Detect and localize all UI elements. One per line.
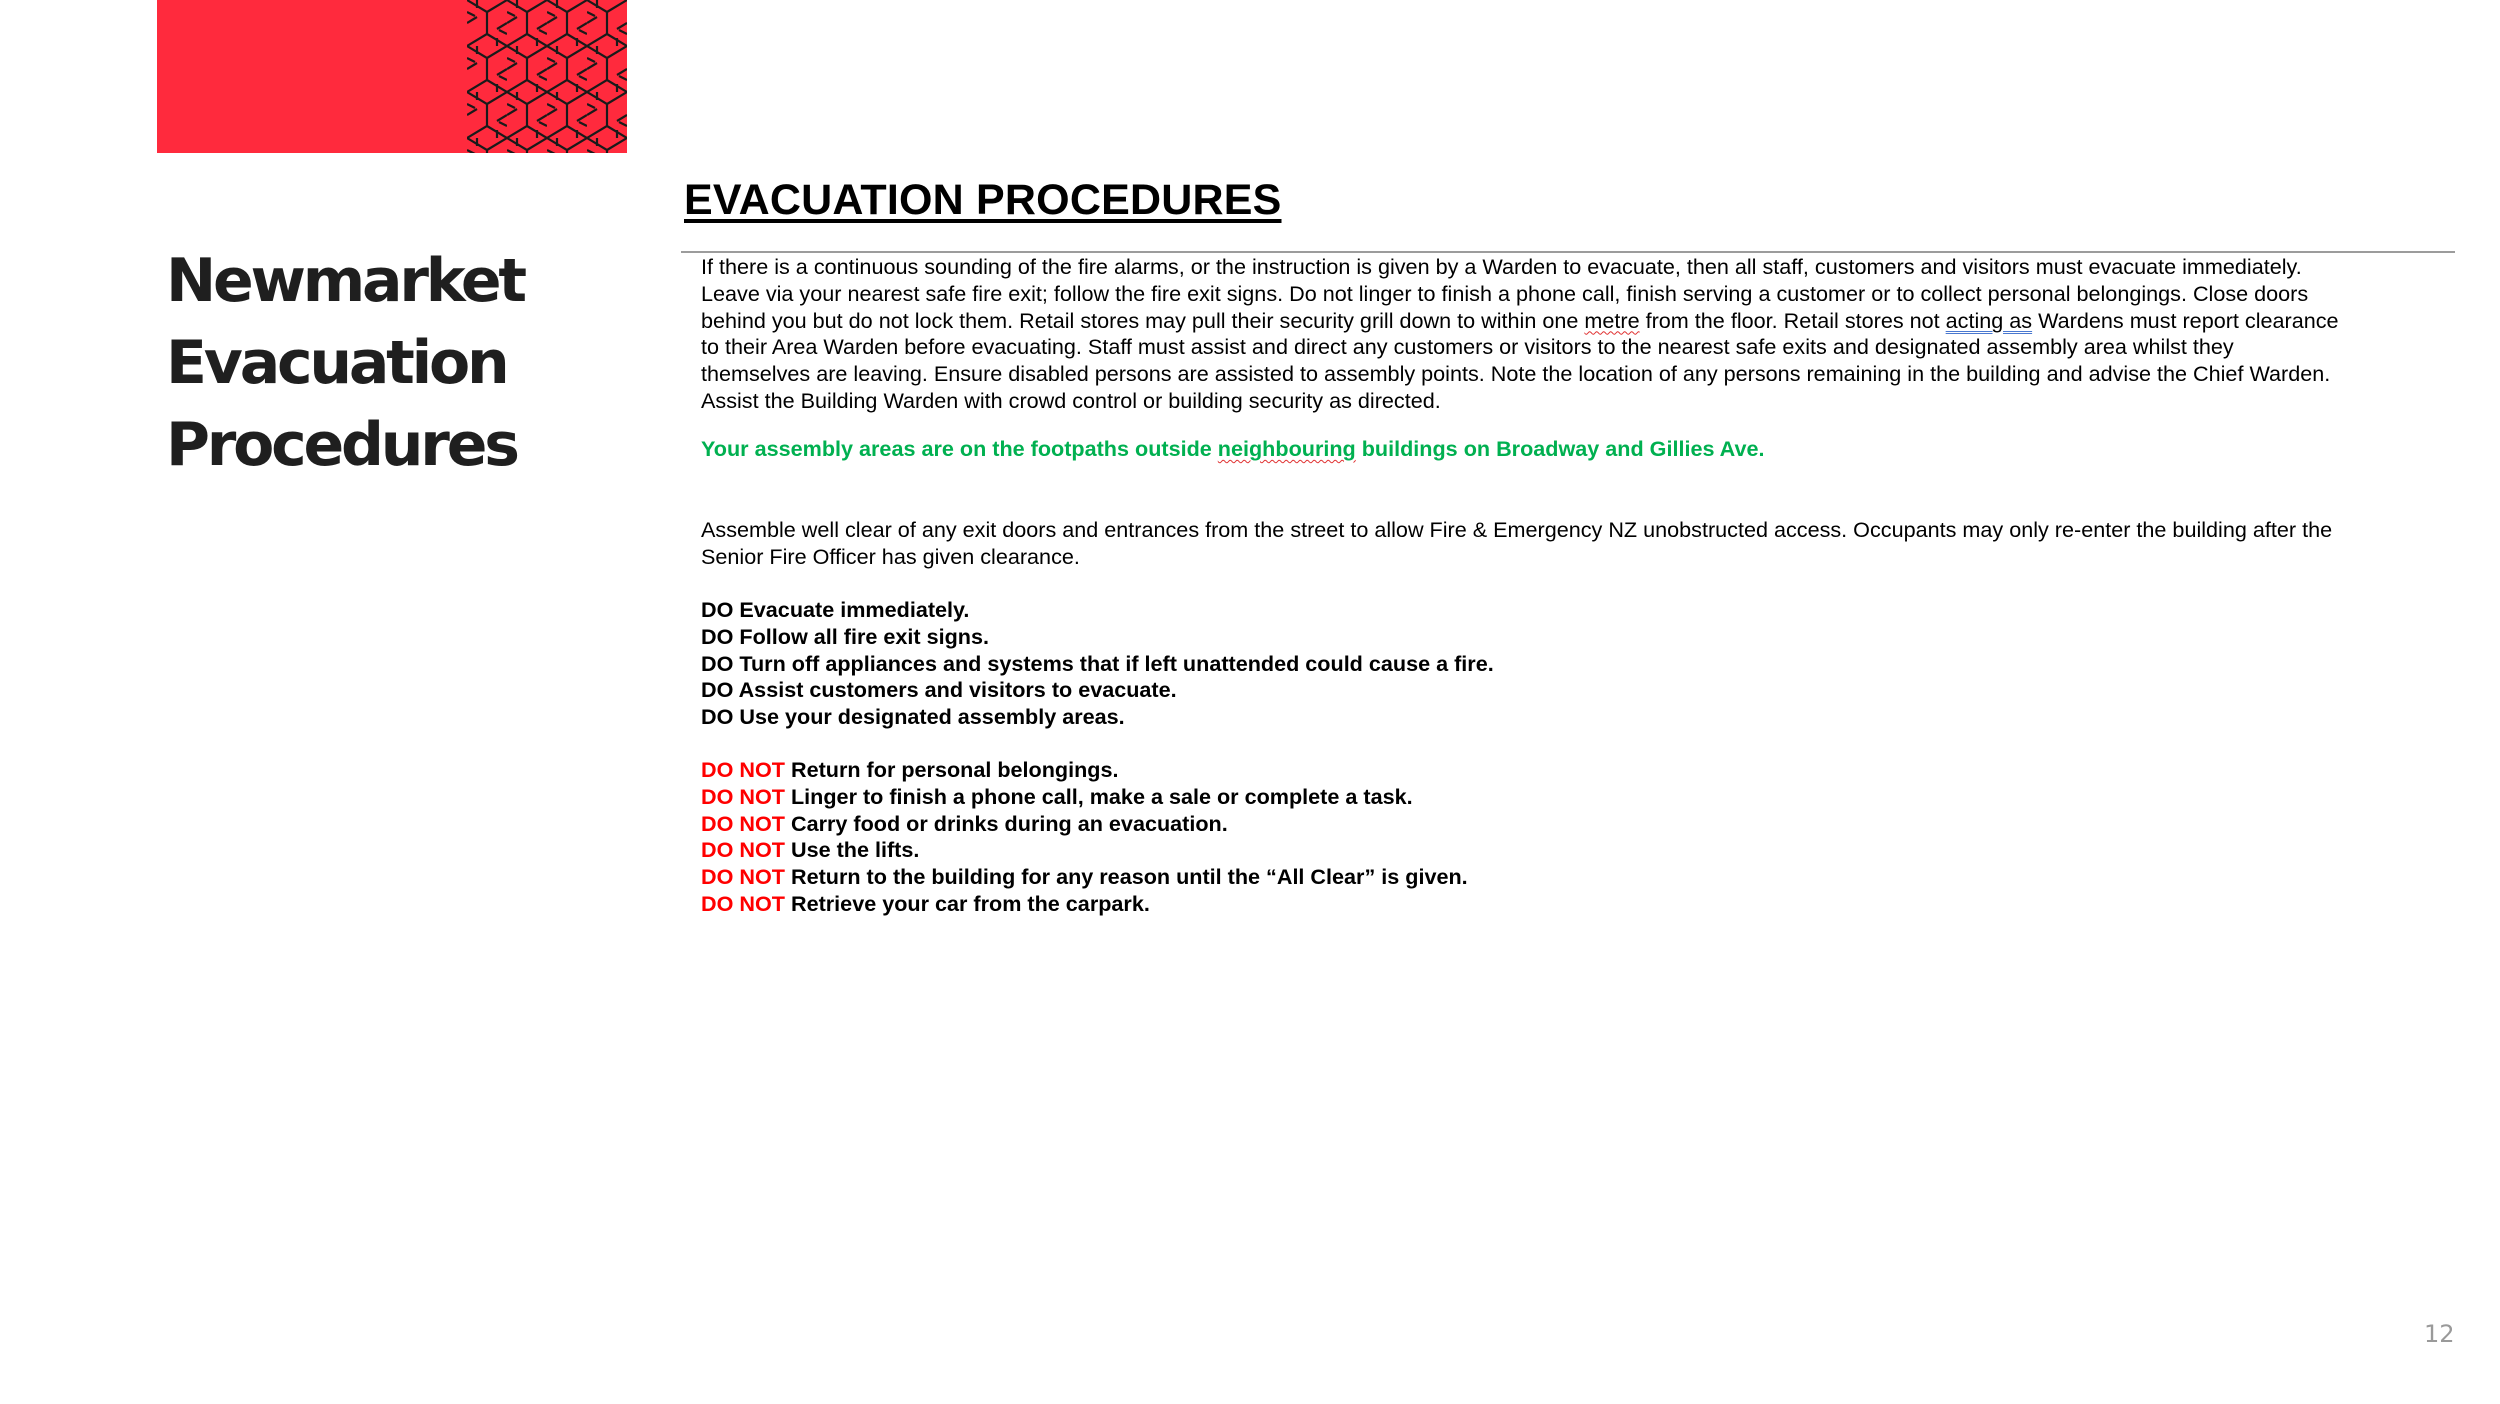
- list-item-text: Linger to finish a phone call, make a sale or complete a task.: [784, 783, 1413, 809]
- list-item-text: Retrieve your car from the carpark.: [784, 890, 1150, 916]
- list-item-text: Carry food or drinks during an evacuation.: [784, 810, 1228, 836]
- title-line: Newmarket: [166, 246, 524, 316]
- grammar-flagged-phrase: acting as: [1945, 307, 2033, 333]
- list-item-text: Return for personal belongings.: [784, 757, 1119, 782]
- list-item: [701, 837, 2341, 864]
- spelling-flagged-word: neighbouring: [1217, 436, 1356, 461]
- page-number: 12: [2424, 1320, 2455, 1348]
- paragraph-text: from the floor. Retail stores not: [1639, 307, 1946, 333]
- do-not-label: DO NOT: [701, 783, 785, 809]
- do-not-label: DO NOT: [701, 757, 785, 782]
- list-item: [701, 784, 2341, 811]
- list-item: DO Use your designated assembly areas.: [701, 704, 1125, 730]
- list-item: [701, 891, 2341, 918]
- notice-text: buildings on Broadway and Gillies Ave.: [1355, 436, 1765, 461]
- instructions-paragraph: [701, 254, 2341, 415]
- title-line: Evacuation: [166, 328, 507, 398]
- paragraph-text: Wardens must report clearance to their Area Warden before evacuating. Staff must assist and direct any customers or visitors to the nearest safe exits and designated assembly area whilst they themselves are leaving. Ensure disabled persons are assisted to assembly points. Note the location of any persons remaining in the building and advise the Chief Warden. Assist the Building Warden with crowd control or building security as directed.: [701, 307, 2339, 413]
- title-line: Procedures: [166, 410, 517, 480]
- list-item: [701, 864, 2341, 891]
- do-not-list: [701, 757, 2341, 918]
- list-item: DO Evacuate immediately.: [701, 597, 970, 622]
- section-heading: EVACUATION PROCEDURES: [684, 176, 1282, 224]
- do-not-label: DO NOT: [701, 837, 785, 863]
- notice-text: Your assembly areas are on the footpaths outside: [701, 436, 1218, 461]
- do-not-label: DO NOT: [701, 890, 785, 916]
- do-not-label: DO NOT: [701, 810, 785, 836]
- list-item: DO Assist customers and visitors to evacuate.: [701, 677, 1177, 703]
- assemble-paragraph: Assemble well clear of any exit doors and entrances from the street to allow Fire & Emergency NZ unobstructed access. Occupants may only re-enter the building after the Senior Fire Officer has given clearance.: [701, 517, 2333, 569]
- decorative-red-banner: [157, 0, 627, 153]
- spelling-flagged-word: metre: [1584, 307, 1640, 333]
- list-item-text: Use the lifts.: [784, 837, 920, 863]
- list-item-text: Return to the building for any reason until the “All Clear” is given.: [784, 864, 1468, 890]
- do-list: [701, 597, 2341, 731]
- page-title: [166, 240, 646, 486]
- geometric-pattern-icon: [467, 0, 627, 153]
- assembly-area-notice: [701, 436, 2341, 463]
- list-item: [701, 811, 2341, 838]
- list-item: DO Follow all fire exit signs.: [701, 623, 989, 649]
- do-not-label: DO NOT: [701, 864, 785, 890]
- paragraph-text: If there is a continuous sounding of the fire alarms, or the instruction is given by a Warden to evacuate, then all staff, customers and visitors must evacuate immediately. Leave via your nearest safe fire exit; follow the fire exit signs. Do not linger to finish a phone call, finish serving a customer or to collect personal belongings. Close doors behind you but do not lock them. Retail stores may pull their security grill down to within one: [701, 254, 2309, 333]
- list-item: DO Turn off appliances and systems that if left unattended could cause a fire.: [701, 650, 1494, 676]
- divider: [681, 251, 2455, 253]
- list-item: [701, 757, 2341, 784]
